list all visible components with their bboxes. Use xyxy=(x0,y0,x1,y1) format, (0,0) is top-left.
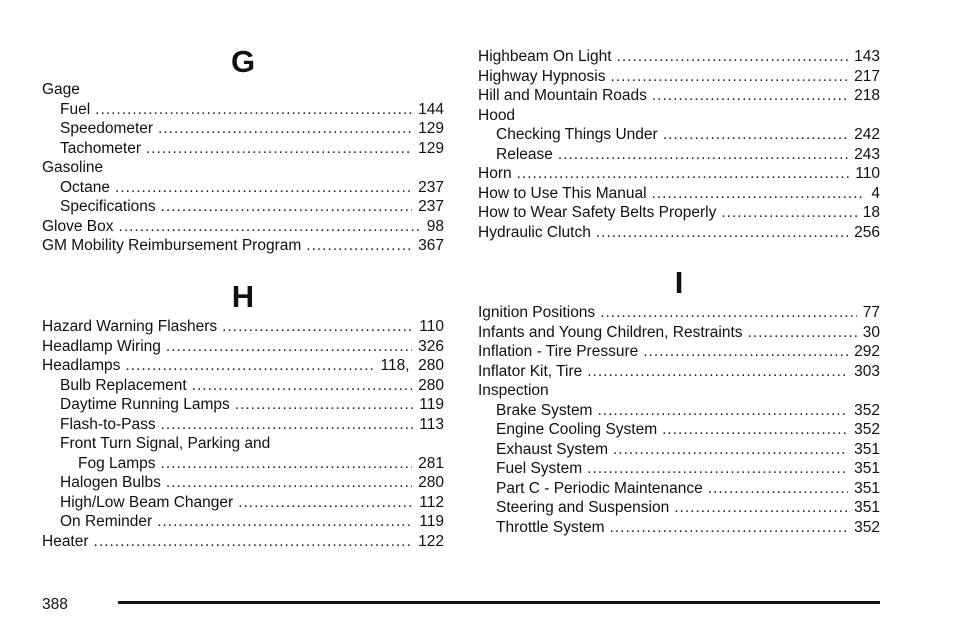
index-entry-hazard-warning-flashers: Hazard Warning Flashers ..... 110 xyxy=(42,317,444,337)
index-entry-headlamp-wiring: Headlamp Wiring ..... 326 xyxy=(42,337,444,357)
leader-dots xyxy=(617,47,849,67)
leader-dots xyxy=(748,323,857,343)
leader-dots xyxy=(652,184,866,204)
leader-dots xyxy=(517,164,850,184)
leader-dots xyxy=(158,119,412,139)
leader-dots xyxy=(587,362,848,382)
index-entry-speedometer: Speedometer ..... 129 xyxy=(60,119,444,139)
index-entry-glove-box: Glove Box ..... 98 xyxy=(42,217,444,237)
index-entry-engine-cooling-system: Engine Cooling System ..... 352 xyxy=(496,420,880,440)
index-entry-fuel: Fuel ..... 144 xyxy=(60,100,444,120)
index-entry-highway-hypnosis: Highway Hypnosis ..... 217 xyxy=(478,67,880,87)
leader-dots xyxy=(600,303,857,323)
leader-dots xyxy=(652,86,848,106)
index-entry-fog-lamps: Fog Lamps ..... 281 xyxy=(78,454,444,474)
leader-dots xyxy=(610,518,849,538)
leader-dots xyxy=(238,493,413,513)
section-heading-h: H xyxy=(231,279,255,314)
leader-dots xyxy=(235,395,414,415)
index-entry-hydraulic-clutch: Hydraulic Clutch ..... 256 xyxy=(478,223,880,243)
index-entry-brake-system: Brake System ..... 352 xyxy=(496,401,880,421)
index-entry-inspection: Inspection xyxy=(478,382,549,399)
leader-dots xyxy=(166,473,412,493)
leader-dots xyxy=(161,197,412,217)
index-entry-how-to-use-this-manual: How to Use This Manual ..... 4 xyxy=(478,184,880,204)
leader-dots xyxy=(708,479,848,499)
index-entry-flash-to-pass: Flash-to-Pass ..... 113 xyxy=(60,415,444,435)
leader-dots xyxy=(157,512,413,532)
leader-dots xyxy=(95,100,412,120)
page-number: 388 xyxy=(42,596,68,613)
index-entry-inflation-tire-pressure: Inflation - Tire Pressure ..... 292 xyxy=(478,342,880,362)
leader-dots xyxy=(166,337,412,357)
index-entry-gasoline: Gasoline xyxy=(42,159,104,176)
leader-dots xyxy=(222,317,413,337)
index-entry-inflator-kit-tire: Inflator Kit, Tire ..... 303 xyxy=(478,362,880,382)
leader-dots xyxy=(674,498,848,518)
index-entry-heater: Heater ..... 122 xyxy=(42,532,444,552)
leader-dots xyxy=(596,223,848,243)
index-entry-high-low-beam-changer: High/Low Beam Changer ..... 112 xyxy=(60,493,444,513)
index-entry-how-to-wear-safety-belts: How to Wear Safety Belts Properly ..... 18 xyxy=(478,203,880,223)
section-heading-i: I xyxy=(674,265,684,300)
index-entry-ignition-positions: Ignition Positions ..... 77 xyxy=(478,303,880,323)
leader-dots xyxy=(161,415,414,435)
index-entry-release: Release ..... 243 xyxy=(496,145,880,165)
leader-dots xyxy=(597,401,848,421)
index-entry-front-turn-signal: Front Turn Signal, Parking and xyxy=(60,435,271,452)
index-entry-gage: Gage xyxy=(42,81,80,98)
index-entry-part-c-periodic-maintenance: Part C - Periodic Maintenance ..... 351 xyxy=(496,479,880,499)
leader-dots xyxy=(558,145,848,165)
index-entry-octane: Octane ..... 237 xyxy=(60,178,444,198)
leader-dots xyxy=(192,376,412,396)
leader-dots xyxy=(115,178,412,198)
index-entry-fuel-system: Fuel System ..... 351 xyxy=(496,459,880,479)
leader-dots xyxy=(94,532,413,552)
index-entry-exhaust-system: Exhaust System ..... 351 xyxy=(496,440,880,460)
section-heading-g: G xyxy=(230,44,256,79)
index-entry-headlamps: Headlamps ..... 118, 280 xyxy=(42,356,444,376)
index-entry-hood: Hood xyxy=(478,106,516,124)
index-entry-on-reminder: On Reminder ..... 119 xyxy=(60,512,444,532)
index-entry-gm-mobility: GM Mobility Reimbursement Program ..... 367 xyxy=(42,236,444,256)
leader-dots xyxy=(721,203,856,223)
leader-dots xyxy=(587,459,848,479)
leader-dots xyxy=(663,125,848,145)
index-entry-checking-things-under: Checking Things Under ..... 242 xyxy=(496,125,880,145)
leader-dots xyxy=(119,217,421,237)
index-entry-specifications: Specifications ..... 237 xyxy=(60,197,444,217)
footer-rule xyxy=(118,601,880,604)
leader-dots xyxy=(613,440,848,460)
index-entry-steering-and-suspension: Steering and Suspension ..... 351 xyxy=(496,498,880,518)
index-entry-daytime-running-lamps: Daytime Running Lamps ..... 119 xyxy=(60,395,444,415)
leader-dots xyxy=(662,420,848,440)
leader-dots xyxy=(643,342,848,362)
leader-dots xyxy=(611,67,849,87)
leader-dots xyxy=(306,236,412,256)
index-entry-infants-and-young-children: Infants and Young Children, Restraints ..... 30 xyxy=(478,323,880,343)
index-entry-bulb-replacement: Bulb Replacement ..... 280 xyxy=(60,376,444,396)
index-entry-tachometer: Tachometer ..... 129 xyxy=(60,139,444,159)
index-entry-hill-and-mountain-roads: Hill and Mountain Roads ..... 218 xyxy=(478,86,880,106)
leader-dots xyxy=(146,139,412,159)
index-entry-throttle-system: Throttle System ..... 352 xyxy=(496,518,880,538)
index-entry-highbeam-on-light: Highbeam On Light ..... 143 xyxy=(478,47,880,67)
leader-dots xyxy=(161,454,413,474)
index-entry-horn: Horn ..... 110 xyxy=(478,164,880,184)
leader-dots xyxy=(125,356,374,376)
index-entry-halogen-bulbs: Halogen Bulbs ..... 280 xyxy=(60,473,444,493)
